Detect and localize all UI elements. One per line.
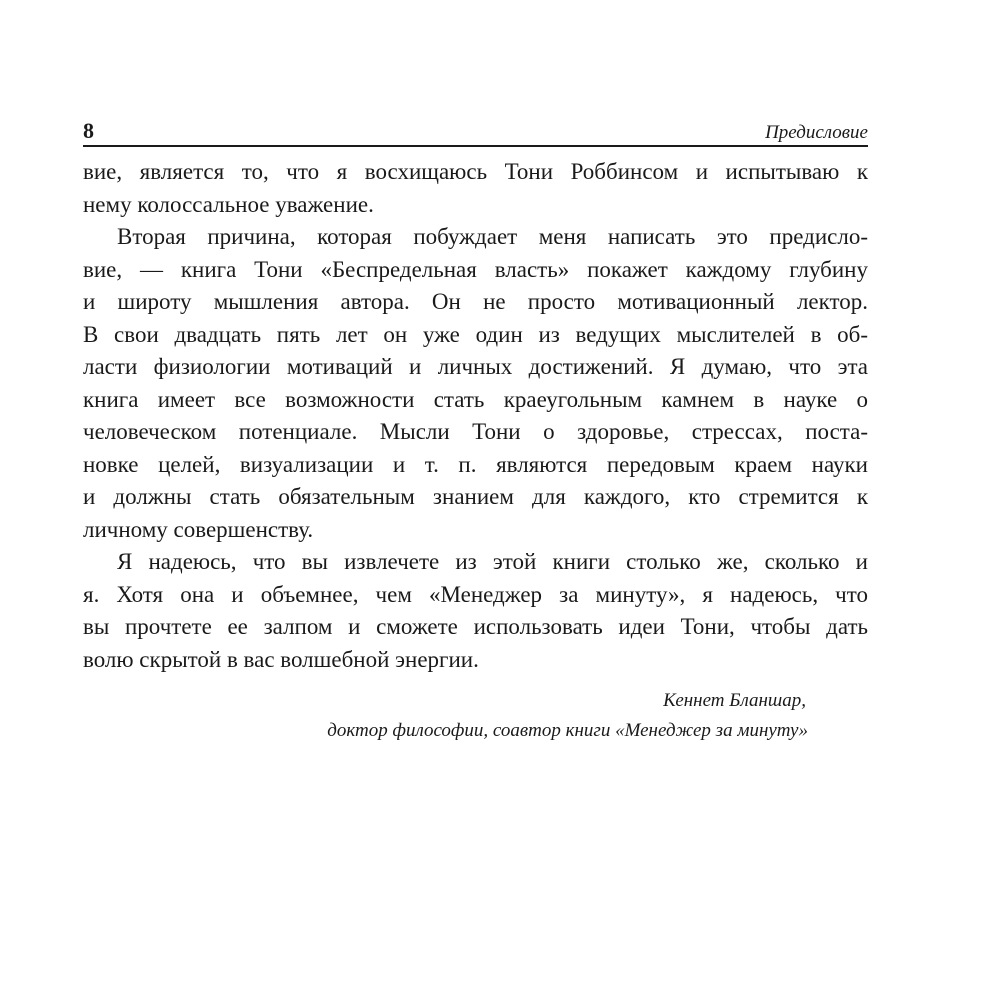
text-line: Вторая причина, которая побуждает меня написать это предисло- [117, 224, 868, 249]
text-line: вие, является то, что я восхищаюсь Тони Роббинсом и испытываю к [83, 159, 868, 184]
page-number: 8 [83, 118, 94, 143]
text-line: новке целей, визуализации и т. п. являются передовым краем науки [83, 451, 868, 477]
section-title: Предисловие [765, 122, 868, 143]
signature-name: Кеннет Бланшар, [663, 690, 806, 711]
paragraph-2 [83, 221, 868, 546]
text-line: я. Хотя она и объемнее, чем «Менеджер за минуту», я надеюсь, что [83, 581, 868, 607]
paragraph-1 [83, 156, 868, 221]
text-line: В свои двадцать пять лет он уже один из ведущих мыслителей в об- [83, 321, 868, 347]
signature-title: доктор философии, соавтор книги «Менеджер за минуту» [327, 720, 808, 741]
text-line: волю скрытой в вас волшебной энергии. [83, 646, 479, 672]
running-head [83, 115, 868, 147]
paragraph-3 [83, 546, 868, 676]
text-line: и широту мышления автора. Он не просто мотивационный лектор. [83, 289, 868, 314]
signature [83, 686, 868, 746]
text-line: вы прочтете ее залпом и сможете использовать идеи Тони, чтобы дать [83, 614, 868, 639]
book-page [83, 115, 868, 746]
text-line: и должны стать обязательным знанием для каждого, кто стремится к [83, 484, 868, 509]
text-line: ласти физиологии мотиваций и личных достижений. Я думаю, что эта [83, 354, 868, 379]
text-line: Я надеюсь, что вы извлечете из этой книги столько же, сколько и [117, 549, 868, 574]
text-line: человеческом потенциале. Мысли Тони о здоровье, стрессах, поста- [83, 419, 868, 444]
text-line: вие, — книга Тони «Беспредельная власть» покажет каждому глубину [83, 256, 868, 282]
text-line: личному совершенству. [83, 516, 314, 542]
text-line: нему колоссальное уважение. [83, 191, 374, 217]
body-text [83, 156, 868, 676]
text-line: книга имеет все возможности стать краеугольным камнем в науке о [83, 386, 868, 412]
